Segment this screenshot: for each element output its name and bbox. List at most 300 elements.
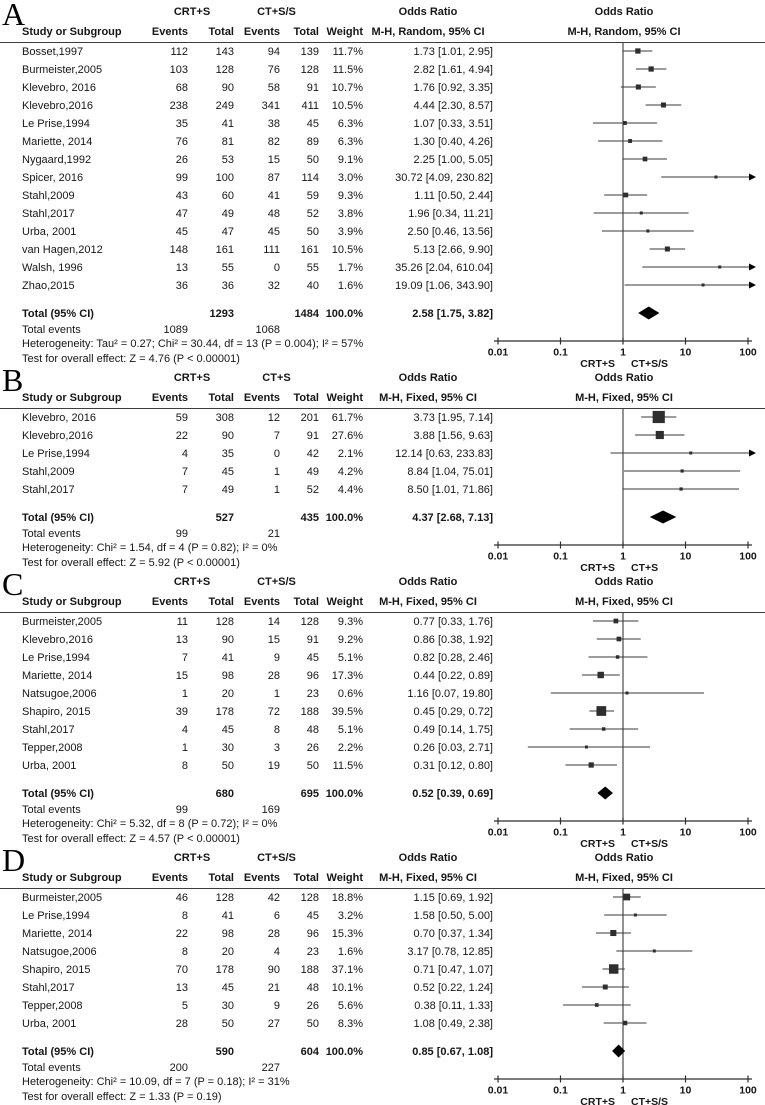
study-total-1: 41 [221,118,234,130]
study-weight: 10.1% [331,982,363,994]
total-events-label: Total events [22,804,81,816]
col-header-weight: Weight [326,596,363,608]
forest-plot [483,570,765,850]
total-events-1: 1089 [163,324,188,336]
study-name: Stahl,2009 [22,190,75,202]
total-ci-text: 0.52 [0.39, 0.69] [412,788,493,800]
total-n-1: 590 [215,1046,234,1058]
study-events-2: 90 [267,964,280,976]
total-weight: 100.0% [325,788,363,800]
col-header-weight: Weight [326,26,363,38]
arrow-right-icon [749,264,756,271]
effect-marker [643,157,648,162]
study-total-2: 50 [306,226,319,238]
study-total-1: 178 [215,964,234,976]
study-events-2: 41 [267,190,280,202]
total-events-1: 200 [169,1062,188,1074]
study-name: Stahl,2017 [22,484,75,496]
study-total-1: 81 [221,136,234,148]
study-ci-text: 0.26 [0.03, 2.71] [413,742,493,754]
study-ci-text: 4.44 [2.30, 8.57] [413,100,493,112]
group1-header: CRT+S [173,852,211,864]
col-header-events-2: Events [243,26,280,38]
study-total-2: 50 [306,1018,319,1030]
total-n-1: 1293 [209,308,234,320]
study-weight: 17.3% [331,670,363,682]
x-axis-tick-label: 10 [679,1084,692,1097]
study-total-2: 26 [306,742,319,754]
study-ci-text: 0.86 [0.38, 1.92] [413,634,493,646]
x-axis-tick-label: 100 [739,550,757,563]
study-name: Burmeister,2005 [22,64,103,76]
study-name: Stahl,2017 [22,724,75,736]
study-ci-text: 0.31 [0.12, 0.80] [413,760,493,772]
study-name: Stahl,2017 [22,982,75,994]
study-events-2: 7 [273,430,280,442]
spacer [234,305,280,323]
study-weight: 5.6% [337,1000,363,1012]
study-total-1: 128 [215,616,234,628]
study-events-2: 15 [267,154,280,166]
overall-effect-text: Test for overall effect: Z = 4.76 (P < 0.00001) [22,353,240,365]
total-n-1: 527 [215,512,234,524]
spacer [150,785,188,803]
col-header-total-2: Total [293,26,319,38]
study-ci-text: 1.16 [0.07, 19.80] [407,688,493,700]
study-name: Le Prise,1994 [22,448,90,460]
study-name: Klevebro,2016 [22,100,93,112]
effect-marker [585,746,588,749]
study-ci-text: 0.45 [0.29, 0.72] [413,706,493,718]
total-n-2: 1484 [294,308,319,320]
study-events-2: 87 [267,172,280,184]
effect-marker [603,985,608,990]
col-header-total-2: Total [293,596,319,608]
study-weight: 11.7% [332,46,363,58]
effect-marker [714,176,717,179]
study-total-2: 59 [306,190,319,202]
panel-letter: C [2,566,24,602]
col-header-study: Study or Subgroup [22,596,122,608]
study-ci-text: 0.38 [0.11, 1.33] [414,1000,493,1012]
study-weight: 9.2% [337,634,363,646]
favours-right-label: CT+S/S [631,838,669,850]
study-weight: 6.3% [337,118,363,130]
study-events-2: 32 [267,280,280,292]
study-weight: 37.1% [331,964,363,976]
study-ci-text: 0.71 [0.47, 1.07] [413,964,493,976]
study-total-1: 20 [221,688,234,700]
study-total-1: 60 [221,190,234,202]
total-n-1: 680 [215,788,234,800]
effect-marker [679,487,682,490]
group1-header: CRT+S [173,372,211,384]
col-header-study: Study or Subgroup [22,392,122,404]
study-weight: 10.5% [331,244,363,256]
study-weight: 2.2% [337,742,363,754]
study-events-1: 103 [169,64,188,76]
pooled-diamond [597,787,612,800]
study-events-1: 59 [175,412,188,424]
col-header-events-1: Events [151,596,188,608]
study-total-1: 20 [221,946,234,958]
x-axis-tick-label: 1 [620,550,626,563]
panel-letter: B [2,362,24,398]
total-n-2: 695 [300,788,319,800]
x-axis-tick-label: 0.01 [487,346,509,359]
study-total-1: 100 [215,172,234,184]
favours-right-label: CT+S [631,562,659,574]
study-ci-text: 5.13 [2.66, 9.90] [413,244,493,256]
study-total-2: 114 [301,172,319,184]
col-header-method-plot-col: M-H, Fixed, 95% CI [575,872,673,884]
x-axis-tick-label: 0.01 [487,826,509,839]
study-total-1: 98 [221,928,234,940]
effect-marker [635,48,640,53]
total-weight: 100.0% [325,512,363,524]
study-ci-text: 1.73 [1.01, 2.95] [413,46,493,58]
effect-marker [589,762,594,767]
group2-header: CT+S/S [257,6,296,18]
study-name: Klevebro, 2016 [22,412,96,424]
x-axis-tick-label: 0.01 [487,550,509,563]
study-total-1: 90 [221,634,234,646]
arrow-right-icon [749,174,756,181]
study-weight: 5.1% [337,652,363,664]
group1-header: CRT+S [173,576,211,588]
study-ci-text: 0.49 [0.14, 1.75] [413,724,493,736]
study-events-1: 4 [181,724,188,736]
col-header-total-1: Total [208,872,234,884]
col-header-total-2: Total [293,392,319,404]
effect-marker [609,964,618,973]
study-total-1: 47 [221,226,234,238]
study-weight: 9.1% [337,154,363,166]
effect-marker [653,950,656,953]
col-header-study: Study or Subgroup [22,872,122,884]
pooled-diamond [650,511,677,524]
study-events-1: 46 [175,892,188,904]
study-ci-text: 0.82 [0.28, 2.46] [413,652,493,664]
total-n-2: 435 [300,512,319,524]
study-events-2: 15 [267,634,280,646]
study-total-1: 49 [221,484,234,496]
study-events-2: 12 [267,412,280,424]
study-events-1: 70 [175,964,188,976]
pooled-diamond [638,307,659,320]
study-events-1: 1 [181,742,188,754]
heterogeneity-text: Heterogeneity: Chi² = 1.54, df = 4 (P = 0.82); I² = 0% [22,542,278,554]
col-header-total-2: Total [293,872,319,884]
study-ci-text: 35.26 [2.04, 610.04] [395,262,493,274]
effect-marker [597,672,603,678]
effect-marker [665,246,670,251]
study-ci-text: 1.30 [0.40, 4.26] [413,136,493,148]
study-total-1: 45 [221,724,234,736]
study-events-2: 1 [273,466,280,478]
col-header-method-text-col: M-H, Fixed, 95% CI [379,596,477,608]
effect-marker [623,193,628,198]
effect-marker [640,211,643,214]
total-events-2: 21 [267,528,280,540]
study-name: Mariette, 2014 [22,670,93,682]
total-events-1: 99 [175,804,188,816]
study-events-1: 15 [175,670,188,682]
study-total-2: 128 [300,892,319,904]
study-total-2: 91 [306,634,319,646]
study-name: Le Prise,1994 [22,652,90,664]
study-total-2: 23 [306,688,319,700]
study-weight: 11.5% [332,760,363,772]
spacer [234,1043,280,1061]
study-ci-text: 30.72 [4.09, 230.82] [395,172,493,184]
study-ci-text: 1.15 [0.69, 1.92] [413,892,493,904]
study-events-2: 76 [267,64,280,76]
col-header-method-plot-col: M-H, Random, 95% CI [567,26,681,38]
effect-marker [634,914,637,917]
study-total-1: 50 [221,760,234,772]
x-axis-tick-label: 0.1 [553,826,568,839]
study-total-2: 55 [306,262,319,274]
effect-header-plot-col: Odds Ratio [594,372,654,384]
study-name: Urba, 2001 [22,760,77,772]
study-total-2: 89 [306,136,319,148]
study-weight: 4.4% [337,484,363,496]
study-events-2: 48 [267,208,280,220]
effect-header-text-col: Odds Ratio [398,852,458,864]
study-weight: 0.6% [337,688,363,700]
effect-marker [614,619,619,624]
total-events-2: 169 [261,804,280,816]
study-total-1: 90 [221,82,234,94]
study-ci-text: 2.82 [1.61, 4.94] [413,64,493,76]
study-events-2: 14 [267,616,280,628]
col-header-total-1: Total [208,596,234,608]
study-events-1: 7 [181,466,188,478]
study-events-1: 22 [175,928,188,940]
study-name: Natsugoe,2006 [22,946,97,958]
study-name: Stahl,2009 [22,466,75,478]
effect-header-text-col: Odds Ratio [398,576,458,588]
x-axis-tick-label: 0.1 [553,1084,568,1097]
study-events-2: 94 [267,46,280,58]
study-total-1: 49 [221,208,234,220]
total-n-2: 604 [300,1046,319,1058]
study-weight: 1.6% [337,946,363,958]
study-name: Spicer, 2016 [22,172,84,184]
study-ci-text: 12.14 [0.63, 233.83] [395,448,493,460]
x-axis-tick-label: 10 [679,550,692,563]
study-total-1: 128 [215,64,234,76]
study-total-2: 91 [306,82,319,94]
spacer [150,305,188,323]
heterogeneity-text: Heterogeneity: Chi² = 5.32, df = 8 (P = 0.72); I² = 0% [22,818,278,830]
study-events-1: 8 [181,760,188,772]
study-events-1: 68 [175,82,188,94]
arrow-right-icon [749,282,756,289]
study-total-2: 188 [300,964,319,976]
study-events-1: 36 [175,280,188,292]
study-total-1: 55 [221,262,234,274]
study-events-2: 0 [273,448,280,460]
study-name: Urba, 2001 [22,1018,77,1030]
study-total-1: 30 [221,742,234,754]
study-ci-text: 0.44 [0.22, 0.89] [413,670,493,682]
study-events-1: 8 [181,910,188,922]
favours-left-label: CRT+S [580,562,615,574]
study-weight: 6.3% [337,136,363,148]
effect-marker [623,1021,627,1025]
study-name: Tepper,2008 [22,742,83,754]
study-ci-text: 3.17 [0.78, 12.85] [407,946,493,958]
study-total-2: 45 [306,910,319,922]
study-events-1: 47 [175,208,188,220]
study-total-1: 178 [215,706,234,718]
study-ci-text: 3.88 [1.56, 9.63] [413,430,493,442]
effect-marker [616,655,620,659]
group2-header: CT+S [262,372,291,384]
effect-marker [689,452,692,455]
total-label: Total (95% CI) [22,308,94,320]
study-total-2: 96 [306,670,319,682]
study-events-2: 9 [273,652,280,664]
effect-marker [617,637,622,642]
col-header-method-text-col: M-H, Fixed, 95% CI [379,872,477,884]
spacer [150,509,188,527]
col-header-weight: Weight [326,872,363,884]
study-weight: 2.1% [337,448,363,460]
study-events-2: 58 [267,82,280,94]
study-events-2: 27 [267,1018,280,1030]
x-axis-tick-label: 0.01 [487,1084,509,1097]
forest-panel-A [0,0,765,370]
effect-marker [653,411,665,423]
col-header-events-2: Events [243,596,280,608]
study-name: Zhao,2015 [22,280,75,292]
spacer [188,803,234,817]
study-total-2: 139 [300,46,319,58]
effect-marker [718,266,721,269]
study-total-2: 40 [306,280,319,292]
study-total-2: 128 [300,616,319,628]
study-events-1: 7 [181,484,188,496]
study-name: Le Prise,1994 [22,910,90,922]
study-weight: 15.3% [331,928,363,940]
heterogeneity-text: Heterogeneity: Tau² = 0.27; Chi² = 30.44, df = 13 (P = 0.004); I² = 57% [22,338,364,350]
study-name: Tepper,2008 [22,1000,83,1012]
study-total-2: 52 [306,208,319,220]
effect-header-text-col: Odds Ratio [398,6,458,18]
study-weight: 10.5% [331,100,363,112]
effect-header-plot-col: Odds Ratio [594,852,654,864]
panel-letter: D [2,842,26,878]
study-weight: 5.1% [337,724,363,736]
study-weight: 8.3% [337,1018,363,1030]
study-name: Burmeister,2005 [22,616,103,628]
forest-panel-D [0,842,765,1105]
study-events-2: 9 [273,1000,280,1012]
study-name: Natsugoe,2006 [22,688,97,700]
col-header-events-2: Events [243,392,280,404]
study-total-2: 50 [306,760,319,772]
study-events-2: 1 [273,484,280,496]
favours-left-label: CRT+S [580,838,615,850]
study-weight: 27.6% [331,430,363,442]
study-weight: 3.9% [337,226,363,238]
favours-left-label: CRT+S [580,1096,615,1105]
effect-header-text-col: Odds Ratio [398,372,458,384]
study-total-1: 90 [221,430,234,442]
study-events-2: 111 [263,244,280,256]
study-events-1: 76 [175,136,188,148]
study-total-1: 35 [221,448,234,460]
study-ci-text: 0.52 [0.22, 1.24] [413,982,493,994]
total-events-label: Total events [22,1062,81,1074]
study-weight: 1.6% [337,280,363,292]
study-weight: 3.2% [337,910,363,922]
study-events-1: 35 [175,118,188,130]
col-header-events-1: Events [151,872,188,884]
study-name: Urba, 2001 [22,226,77,238]
x-axis-tick-label: 100 [739,826,757,839]
study-events-1: 8 [181,946,188,958]
col-header-total-1: Total [208,392,234,404]
study-total-1: 50 [221,1018,234,1030]
forest-panel-C [0,566,765,850]
col-header-method-text-col: M-H, Fixed, 95% CI [379,392,477,404]
study-events-1: 13 [175,262,188,274]
study-total-2: 42 [306,448,319,460]
study-name: Bosset,1997 [22,46,84,58]
study-events-2: 21 [267,982,280,994]
study-total-1: 128 [215,892,234,904]
study-events-2: 19 [267,760,280,772]
study-events-2: 45 [267,226,280,238]
x-axis-tick-label: 0.1 [553,346,568,359]
forest-plot [483,0,765,370]
effect-marker [595,1003,599,1007]
study-events-1: 11 [176,616,188,628]
x-axis-tick-label: 1 [620,1084,626,1097]
study-name: van Hagen,2012 [22,244,103,256]
effect-marker [626,692,629,695]
effect-marker [649,66,654,71]
study-events-1: 28 [175,1018,188,1030]
total-events-label: Total events [22,528,81,540]
study-weight: 3.8% [337,208,363,220]
study-ci-text: 8.50 [1.01, 71.86] [407,484,493,496]
study-ci-text: 1.07 [0.33, 3.51] [413,118,493,130]
spacer [234,785,280,803]
study-ci-text: 3.73 [1.95, 7.14] [413,412,493,424]
study-events-1: 148 [169,244,188,256]
favours-right-label: CT+S/S [631,1096,669,1105]
study-total-2: 52 [306,484,319,496]
study-weight: 61.7% [331,412,363,424]
study-ci-text: 1.08 [0.49, 2.38] [413,1018,493,1030]
study-total-2: 128 [300,64,319,76]
study-events-2: 4 [273,946,280,958]
study-total-1: 41 [221,652,234,664]
effect-marker [636,84,641,89]
study-total-2: 48 [306,724,319,736]
study-events-2: 3 [273,742,280,754]
study-name: Shapiro, 2015 [22,706,91,718]
effect-marker [656,431,664,439]
study-events-1: 99 [175,172,188,184]
study-weight: 39.5% [331,706,363,718]
col-header-total-1: Total [208,26,234,38]
